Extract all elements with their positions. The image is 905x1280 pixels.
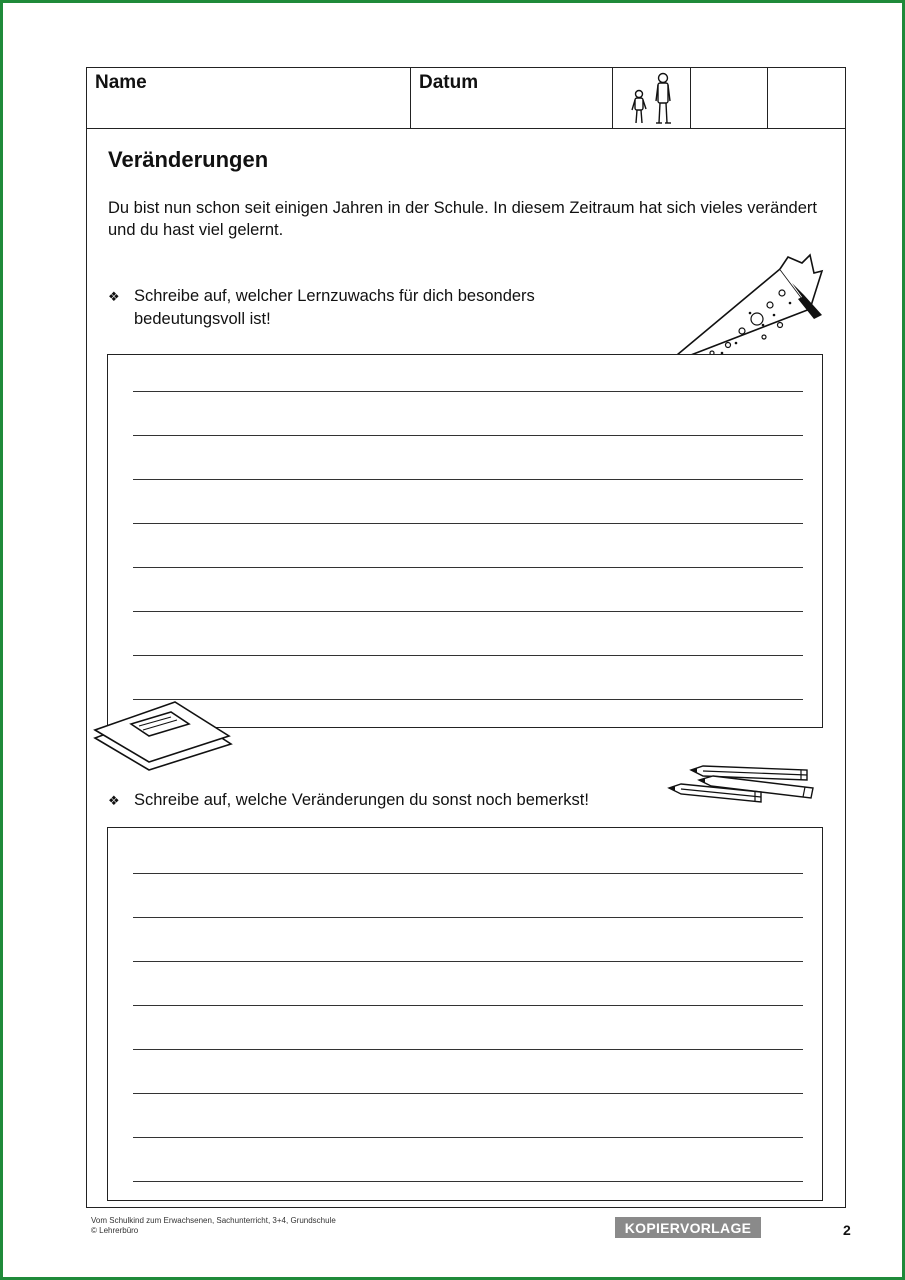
writing-line [133, 1181, 803, 1182]
writing-line [133, 699, 803, 700]
writing-line [133, 567, 803, 568]
name-cell[interactable] [87, 68, 411, 128]
task-bullet: ❖ [108, 289, 120, 304]
writing-line [133, 523, 803, 524]
date-cell[interactable] [411, 68, 613, 128]
date-label: Datum [419, 72, 479, 93]
name-label: Name [95, 72, 147, 93]
checkbox-cell-2[interactable] [768, 68, 845, 128]
child-and-adult-icon [613, 68, 691, 128]
level-icon-cell [613, 68, 691, 128]
task-text: Schreibe auf, welcher Lernzuwachs für dich besonders bedeutungsvoll ist! [134, 287, 535, 328]
writing-line [133, 435, 803, 436]
writing-line [133, 1005, 803, 1006]
task-2 [108, 789, 614, 812]
source-line-1: Vom Schulkind zum Erwachsenen, Sachunterricht, 3+4, Grundschule [91, 1216, 336, 1225]
writing-line [133, 391, 803, 392]
writing-line [133, 961, 803, 962]
intro-text: Du bist nun schon seit einigen Jahren in der Schule. In diesem Zeitraum hat sich vieles verändert und du hast viel gelernt. [108, 199, 817, 239]
writing-line [133, 873, 803, 874]
source-line-2: © Lehrerbüro [91, 1226, 139, 1235]
checkbox-cell-1[interactable] [691, 68, 768, 128]
answer-box-2[interactable] [107, 827, 823, 1201]
pencils-icon [667, 758, 827, 813]
writing-line [133, 1049, 803, 1050]
worksheet-title: Veränderungen [108, 147, 269, 172]
worksheet [86, 67, 846, 1208]
writing-line [133, 1137, 803, 1138]
task-1 [108, 285, 614, 331]
writing-line [133, 655, 803, 656]
school-cone-icon [662, 253, 832, 368]
copy-template-badge: KOPIERVORLAGE [615, 1217, 761, 1238]
writing-line [133, 479, 803, 480]
page-number: 2 [843, 1222, 851, 1238]
task-bullet: ❖ [108, 793, 120, 808]
answer-box-1[interactable] [107, 354, 823, 728]
source-credit [91, 1216, 336, 1236]
notebook-icon [91, 700, 231, 775]
header-table [87, 68, 845, 129]
task-text: Schreibe auf, welche Veränderungen du sonst noch bemerkst! [134, 791, 589, 809]
writing-line [133, 1093, 803, 1094]
writing-line [133, 917, 803, 918]
writing-line [133, 611, 803, 612]
